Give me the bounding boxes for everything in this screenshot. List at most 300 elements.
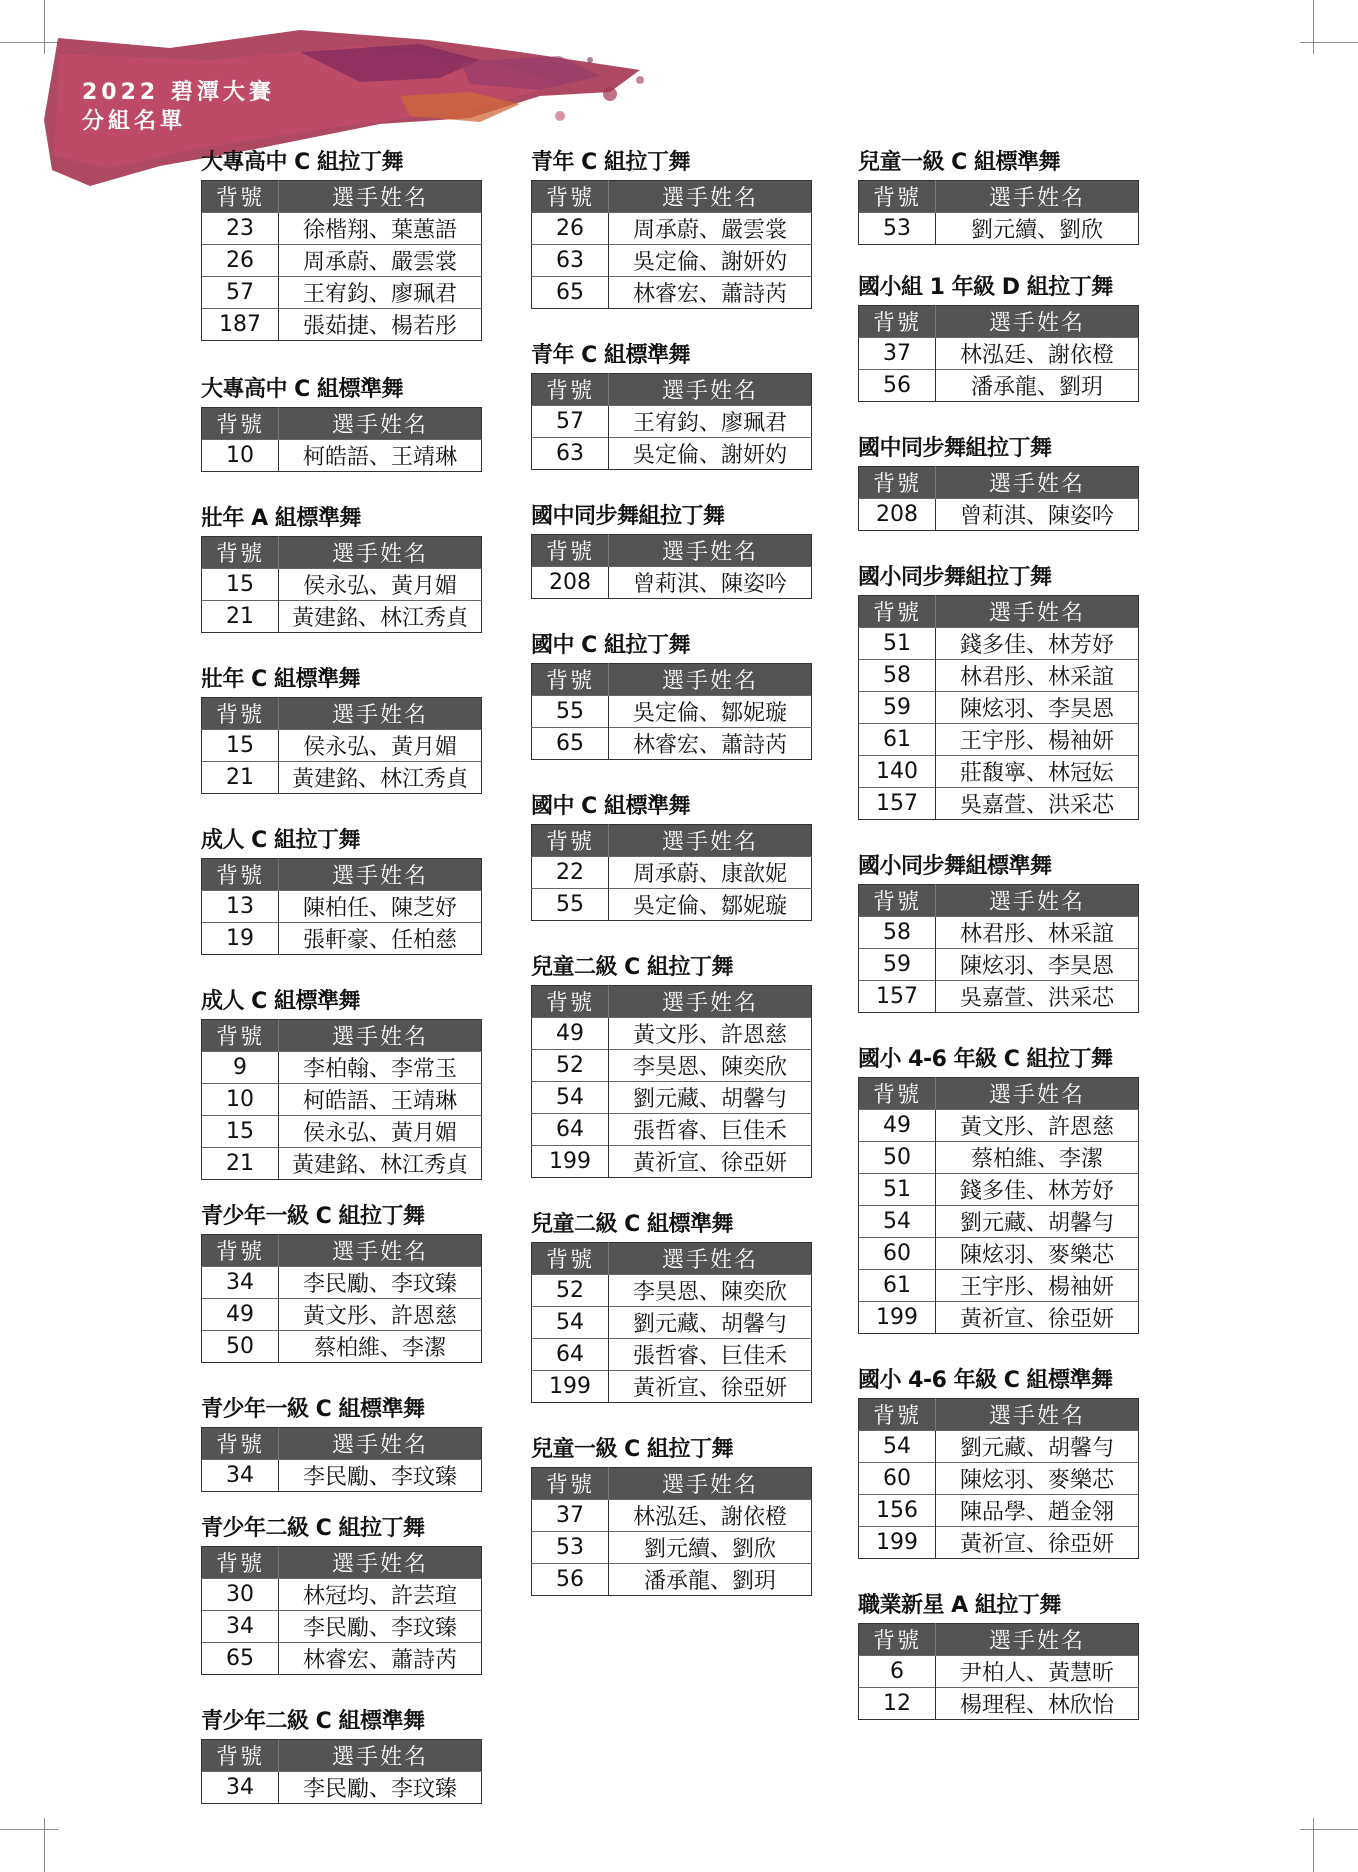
bib-number: 65 [532,728,609,760]
division-section [531,629,812,760]
roster-table [858,180,1139,245]
table-row [532,277,812,309]
division-title: 青少年一級 C 組標準舞 [201,1397,425,1422]
player-names: 侯永弘、黃月媚 [279,730,482,762]
player-names-header: 選手姓名 [936,467,1139,499]
bib-number: 57 [532,406,609,438]
bib-number-header: 背號 [859,306,936,338]
table-row [532,406,812,438]
crop-mark-top-right-v [1313,0,1314,54]
table-row [859,1463,1139,1495]
division-section [201,1200,482,1363]
player-names: 黃建銘、林江秀貞 [279,762,482,794]
division-title: 青年 C 組拉丁舞 [531,150,690,175]
player-names: 李民勵、李玟臻 [279,1611,482,1643]
table-row [859,1238,1139,1270]
bib-number: 51 [859,1174,936,1206]
table-row [532,213,812,245]
table-row [202,923,482,955]
roster-table [858,1077,1139,1334]
roster-table [858,1398,1139,1559]
table-row [859,1302,1139,1334]
bib-number: 26 [532,213,609,245]
roster-header-row [202,181,482,213]
division-title: 兒童二級 C 組拉丁舞 [531,955,733,980]
bib-number: 50 [202,1331,279,1363]
roster-table [531,180,812,309]
player-names: 柯皓語、王靖琳 [279,440,482,472]
bib-number: 50 [859,1142,936,1174]
bib-number: 49 [859,1110,936,1142]
player-names-header: 選手姓名 [279,859,482,891]
division-title: 國中同步舞組拉丁舞 [531,504,725,529]
roster-table [531,663,812,760]
table-row [532,1532,812,1564]
player-names: 侯永弘、黃月媚 [279,569,482,601]
bib-number: 54 [859,1206,936,1238]
player-names-header: 選手姓名 [936,1624,1139,1656]
player-names-header: 選手姓名 [609,1243,812,1275]
division-title: 國小 4-6 年級 C 組拉丁舞 [858,1047,1113,1072]
player-names: 李民勵、李玟臻 [279,1267,482,1299]
bib-number: 15 [202,730,279,762]
roster-table [201,1739,482,1804]
player-names-header: 選手姓名 [936,1399,1139,1431]
division-section [201,146,482,341]
division-title: 國中 C 組拉丁舞 [531,633,690,658]
bib-number: 10 [202,440,279,472]
bib-number: 65 [202,1643,279,1675]
player-names: 陳炫羽、麥樂芯 [936,1463,1139,1495]
player-names: 李民勵、李玟臻 [279,1460,482,1492]
player-names: 王宥鈞、廖珮君 [609,406,812,438]
bib-number: 12 [859,1688,936,1720]
player-names: 黃祈宣、徐亞妍 [936,1527,1139,1559]
roster-header-row [532,535,812,567]
division-title: 成人 C 組標準舞 [201,989,360,1014]
bib-number-header: 背號 [532,825,609,857]
crop-mark-bottom-left-v [44,1818,45,1872]
player-names-header: 選手姓名 [279,537,482,569]
table-row [532,1371,812,1403]
division-section [858,561,1139,820]
bib-number: 65 [532,277,609,309]
bib-number: 21 [202,1148,279,1180]
roster-table [201,858,482,955]
bib-number: 15 [202,569,279,601]
table-row [532,1500,812,1532]
bib-number: 61 [859,1270,936,1302]
table-row [532,889,812,921]
table-row [202,1611,482,1643]
roster-header-row [859,1399,1139,1431]
bib-number-header: 背號 [202,181,279,213]
player-names: 黃建銘、林江秀貞 [279,1148,482,1180]
bib-number: 57 [202,277,279,309]
bib-number: 34 [202,1611,279,1643]
roster-table [531,534,812,599]
bib-number: 34 [202,1772,279,1804]
crop-mark-bottom-right-v [1313,1818,1314,1872]
player-names: 錢多佳、林芳妤 [936,1174,1139,1206]
player-names: 黃文彤、許恩慈 [279,1299,482,1331]
bib-number: 56 [532,1564,609,1596]
player-names: 林泓廷、謝依橙 [609,1500,812,1532]
division-title: 青少年二級 C 組標準舞 [201,1709,425,1734]
player-names: 林泓廷、謝依橙 [936,338,1139,370]
division-title: 職業新星 A 組拉丁舞 [858,1593,1061,1618]
player-names-header: 選手姓名 [936,1078,1139,1110]
player-names: 林睿宏、蕭詩芮 [279,1643,482,1675]
bib-number-header: 背號 [202,1547,279,1579]
player-names: 李柏翰、李常玉 [279,1052,482,1084]
player-names: 劉元藏、胡馨勻 [609,1307,812,1339]
table-row [202,1052,482,1084]
roster-header-row [859,596,1139,628]
roster-table [858,305,1139,402]
table-row [532,1339,812,1371]
bib-number: 49 [202,1299,279,1331]
player-names: 黃文彤、許恩慈 [609,1018,812,1050]
bib-number: 187 [202,309,279,341]
player-names-header: 選手姓名 [279,1428,482,1460]
division-section [201,502,482,633]
player-names: 李昊恩、陳奕欣 [609,1275,812,1307]
player-names: 張軒豪、任柏慈 [279,923,482,955]
table-row [202,1579,482,1611]
player-names: 吳定倫、鄒妮璇 [609,696,812,728]
bib-number: 55 [532,696,609,728]
bib-number-header: 背號 [532,986,609,1018]
table-row [202,213,482,245]
player-names-header: 選手姓名 [936,306,1139,338]
bib-number-header: 背號 [202,1235,279,1267]
player-names-header: 選手姓名 [279,1235,482,1267]
division-section [858,1043,1139,1334]
roster-table [531,1242,812,1403]
roster-header-row [532,986,812,1018]
table-row [859,1174,1139,1206]
bib-number: 13 [202,891,279,923]
player-names-header: 選手姓名 [609,1468,812,1500]
division-section [531,146,812,309]
bib-number-header: 背號 [859,1399,936,1431]
table-row [532,728,812,760]
table-row [859,949,1139,981]
division-section [201,1512,482,1675]
roster-table [531,1467,812,1596]
bib-number: 23 [202,213,279,245]
roster-table [201,536,482,633]
division-section [201,1393,482,1492]
roster-table [201,1019,482,1180]
roster-header-row [202,408,482,440]
division-title: 兒童一級 C 組拉丁舞 [531,1437,733,1462]
table-row [859,1431,1139,1463]
bib-number: 30 [202,1579,279,1611]
player-names: 劉元藏、胡馨勻 [936,1206,1139,1238]
table-row [859,981,1139,1013]
player-names: 李昊恩、陳奕欣 [609,1050,812,1082]
bib-number: 59 [859,949,936,981]
bib-number: 37 [532,1500,609,1532]
division-title: 國小同步舞組標準舞 [858,854,1052,879]
roster-header-row [202,1020,482,1052]
division-section [858,432,1139,531]
table-row [532,438,812,470]
player-names-header: 選手姓名 [936,885,1139,917]
table-row [859,1206,1139,1238]
bib-number: 64 [532,1339,609,1371]
table-row [202,762,482,794]
bib-number-header: 背號 [859,1078,936,1110]
table-row [532,1564,812,1596]
player-names: 王宇彤、楊袖妍 [936,1270,1139,1302]
player-names: 蔡柏維、李潔 [279,1331,482,1363]
player-names: 吳定倫、鄒妮璇 [609,889,812,921]
player-names: 林睿宏、蕭詩芮 [609,277,812,309]
player-names: 周承蔚、嚴雲裳 [609,213,812,245]
division-section [531,951,812,1178]
division-section [858,850,1139,1013]
table-row [202,1084,482,1116]
table-row [859,1656,1139,1688]
player-names: 劉元藏、胡馨勻 [936,1431,1139,1463]
player-names: 陳炫羽、李昊恩 [936,692,1139,724]
bib-number: 56 [859,370,936,402]
table-row [202,1772,482,1804]
table-row [859,1110,1139,1142]
player-names: 吳定倫、謝妍妁 [609,438,812,470]
crop-mark-bottom-left-h [0,1829,58,1830]
division-title: 青少年二級 C 組拉丁舞 [201,1516,425,1541]
bib-number: 26 [202,245,279,277]
player-names: 張哲睿、巨佳禾 [609,1114,812,1146]
division-section [201,663,482,794]
player-names: 尹柏人、黃慧昕 [936,1656,1139,1688]
table-row [202,440,482,472]
header-title [82,78,275,136]
player-names: 陳柏任、陳芝妤 [279,891,482,923]
player-names: 陳品學、趙金翎 [936,1495,1139,1527]
table-row [859,628,1139,660]
crop-mark-top-right-h [1300,42,1358,43]
table-row [859,1142,1139,1174]
bib-number: 52 [532,1050,609,1082]
bib-number-header: 背號 [202,537,279,569]
bib-number-header: 背號 [532,664,609,696]
player-names-header: 選手姓名 [609,825,812,857]
player-names-header: 選手姓名 [609,664,812,696]
bib-number: 199 [532,1146,609,1178]
roster-header-row [532,181,812,213]
bib-number: 156 [859,1495,936,1527]
division-section [201,824,482,955]
bib-number: 157 [859,981,936,1013]
roster-header-row [532,1468,812,1500]
bib-number-header: 背號 [202,1428,279,1460]
bib-number: 58 [859,660,936,692]
table-row [202,277,482,309]
division-section [531,1433,812,1596]
player-names-header: 選手姓名 [609,374,812,406]
roster-table [858,884,1139,1013]
roster-table [858,1623,1139,1720]
player-names-header: 選手姓名 [609,535,812,567]
roster-header-row [202,1547,482,1579]
bib-number-header: 背號 [202,408,279,440]
player-names: 黃文彤、許恩慈 [936,1110,1139,1142]
division-title: 兒童二級 C 組標準舞 [531,1212,733,1237]
player-names: 潘承龍、劉玥 [609,1564,812,1596]
roster-header-row [202,1428,482,1460]
bib-number: 54 [532,1082,609,1114]
division-section [531,790,812,921]
bib-number-header: 背號 [859,467,936,499]
table-row [532,1307,812,1339]
column-left [201,146,482,1804]
table-row [202,245,482,277]
bib-number-header: 背號 [202,859,279,891]
player-names: 吳嘉萱、洪采芯 [936,981,1139,1013]
table-row [859,1270,1139,1302]
bib-number: 60 [859,1238,936,1270]
table-row [859,338,1139,370]
bib-number: 199 [859,1527,936,1559]
player-names: 張哲睿、巨佳禾 [609,1339,812,1371]
bib-number-header: 背號 [532,181,609,213]
bib-number-header: 背號 [202,1020,279,1052]
roster-table [858,595,1139,820]
bib-number: 55 [532,889,609,921]
roster-table [201,697,482,794]
division-title: 成人 C 組拉丁舞 [201,828,360,853]
division-section [531,339,812,470]
bib-number-header: 背號 [532,1468,609,1500]
bib-number: 199 [859,1302,936,1334]
bib-number: 54 [859,1431,936,1463]
player-names: 蔡柏維、李潔 [936,1142,1139,1174]
roster-header-row [859,306,1139,338]
player-names-header: 選手姓名 [279,1020,482,1052]
player-names: 陳炫羽、麥樂芯 [936,1238,1139,1270]
player-names: 劉元續、劉欣 [609,1532,812,1564]
player-names: 徐楷翔、葉蕙語 [279,213,482,245]
roster-header-row [202,537,482,569]
roster-header-row [202,859,482,891]
division-section [858,271,1139,402]
table-row [532,1275,812,1307]
table-row [859,370,1139,402]
division-title: 青年 C 組標準舞 [531,343,690,368]
player-names: 劉元續、劉欣 [936,213,1139,245]
player-names-header: 選手姓名 [279,1740,482,1772]
column-right [858,146,1139,1720]
bib-number: 54 [532,1307,609,1339]
roster-table [201,1427,482,1492]
roster-header-row [859,1078,1139,1110]
table-row [532,1050,812,1082]
player-names: 侯永弘、黃月媚 [279,1116,482,1148]
division-title: 兒童一級 C 組標準舞 [858,150,1060,175]
player-names: 楊理程、林欣怡 [936,1688,1139,1720]
player-names-header: 選手姓名 [936,596,1139,628]
table-row [202,891,482,923]
roster-header-row [202,1740,482,1772]
bib-number: 208 [859,499,936,531]
bib-number: 140 [859,756,936,788]
bib-number: 199 [532,1371,609,1403]
bib-number: 64 [532,1114,609,1146]
player-names-header: 選手姓名 [279,698,482,730]
bib-number: 53 [859,213,936,245]
roster-table [201,1234,482,1363]
table-row [202,1643,482,1675]
player-names: 黃建銘、林江秀貞 [279,601,482,633]
bib-number-header: 背號 [202,1740,279,1772]
roster-table [201,1546,482,1675]
table-row [859,213,1139,245]
player-names: 曾莉淇、陳姿吟 [609,567,812,599]
table-row [532,567,812,599]
header-title-line1: 2022 碧潭大賽 [82,80,275,105]
bib-number: 63 [532,438,609,470]
player-names-header: 選手姓名 [609,181,812,213]
division-title: 青少年一級 C 組拉丁舞 [201,1204,425,1229]
bib-number: 59 [859,692,936,724]
table-row [859,660,1139,692]
division-title: 壯年 A 組標準舞 [201,506,361,531]
bib-number-header: 背號 [202,698,279,730]
table-row [202,1116,482,1148]
table-row [859,692,1139,724]
bib-number: 9 [202,1052,279,1084]
roster-header-row [859,181,1139,213]
player-names: 周承蔚、嚴雲裳 [279,245,482,277]
table-row [532,857,812,889]
table-row [202,309,482,341]
player-names: 陳炫羽、李昊恩 [936,949,1139,981]
player-names: 劉元藏、胡馨勻 [609,1082,812,1114]
table-row [532,1018,812,1050]
table-row [859,1495,1139,1527]
player-names: 潘承龍、劉玥 [936,370,1139,402]
player-names: 周承蔚、康歆妮 [609,857,812,889]
bib-number: 19 [202,923,279,955]
division-title: 大專高中 C 組標準舞 [201,377,403,402]
division-title: 壯年 C 組標準舞 [201,667,360,692]
roster-header-row [532,825,812,857]
bib-number: 22 [532,857,609,889]
table-row [532,1146,812,1178]
bib-number: 21 [202,762,279,794]
table-row [532,1082,812,1114]
roster-header-row [859,1624,1139,1656]
bib-number: 49 [532,1018,609,1050]
bib-number: 34 [202,1267,279,1299]
player-names: 李民勵、李玟臻 [279,1772,482,1804]
roster-table [531,985,812,1178]
bib-number: 61 [859,724,936,756]
crop-mark-bottom-right-h [1300,1829,1358,1830]
roster-table [201,407,482,472]
player-names: 吳嘉萱、洪采芯 [936,788,1139,820]
bib-number: 34 [202,1460,279,1492]
division-section [858,146,1139,245]
bib-number: 52 [532,1275,609,1307]
player-names: 王宇彤、楊袖妍 [936,724,1139,756]
player-names: 張茹捷、楊若彤 [279,309,482,341]
